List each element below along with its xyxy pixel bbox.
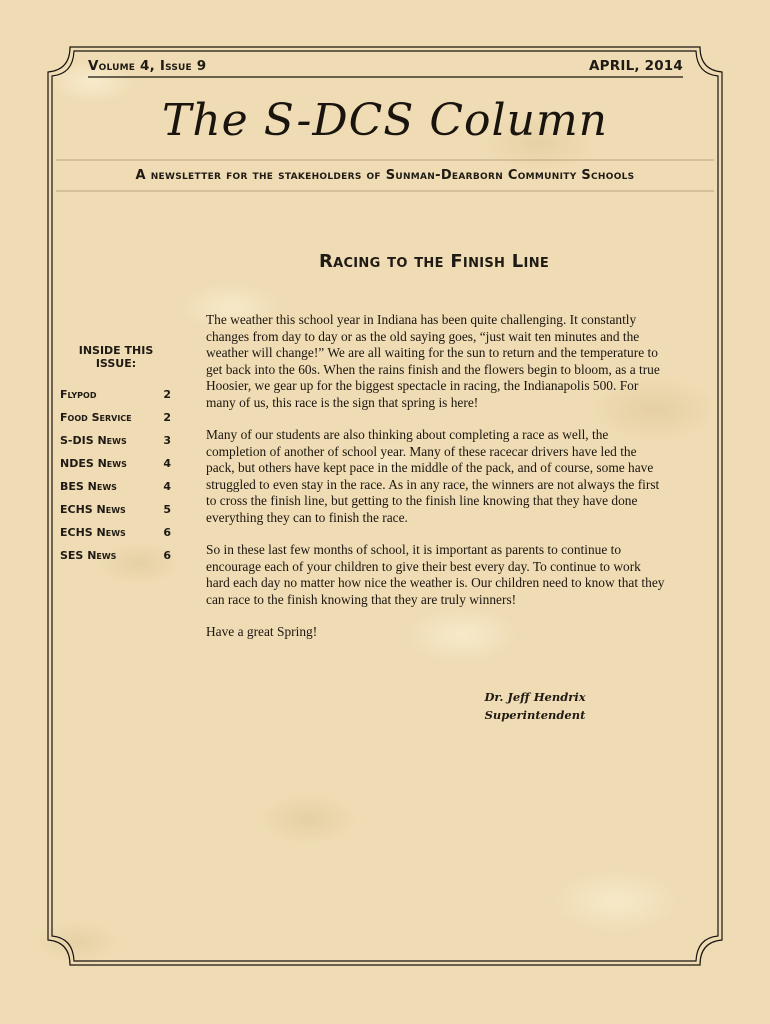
- sidebar-heading-line1: INSIDE THIS: [78, 344, 154, 357]
- toc-page: 2: [163, 388, 171, 401]
- article-body: [206, 312, 666, 657]
- toc-label: ECHS News: [60, 526, 126, 539]
- signature-name: Dr. Jeff Hendrix: [484, 690, 586, 704]
- sidebar-heading: [60, 344, 172, 370]
- signature-block: [460, 688, 610, 724]
- toc-page: 6: [163, 526, 171, 539]
- toc-label: ECHS News: [60, 503, 126, 516]
- toc-label: BES News: [60, 480, 117, 493]
- inside-this-issue: [60, 344, 175, 573]
- toc-item-echs-news[interactable]: [60, 504, 175, 527]
- signature-title: Superintendent: [484, 708, 586, 722]
- toc-item-food-service[interactable]: [60, 412, 175, 435]
- toc-label: Flypod: [60, 388, 97, 401]
- toc-item-echs-news-2[interactable]: [60, 527, 175, 550]
- volume-issue: Volume 4, Issue 9: [88, 58, 207, 74]
- newsletter-tagline: A newsletter for the stakeholders of Sunman-Dearborn Community Schools: [135, 168, 635, 183]
- toc-item-flypod[interactable]: [60, 389, 175, 412]
- newsletter-title: The S-DCS Column: [161, 95, 609, 146]
- toc-label: Food Service: [60, 411, 132, 424]
- toc-page: 4: [163, 480, 171, 493]
- toc-page: 6: [163, 549, 171, 562]
- issue-header: [88, 58, 683, 78]
- toc-item-sdis-news[interactable]: [60, 435, 175, 458]
- toc-page: 3: [163, 434, 171, 447]
- toc-label: S-DIS News: [60, 434, 127, 447]
- toc-label: NDES News: [60, 457, 127, 470]
- toc-item-bes-news[interactable]: [60, 481, 175, 504]
- sidebar-heading-line2: ISSUE:: [95, 357, 137, 370]
- toc-item-ses-news[interactable]: [60, 550, 175, 573]
- toc-label: SES News: [60, 549, 117, 562]
- article-title: Racing to the Finish Line: [318, 251, 550, 272]
- article-paragraph: Have a great Spring!: [206, 624, 318, 639]
- article-paragraph: Many of our students are also thinking about completing a race as well, the completion of another of school year. Many of these racecar drivers have led the pack, but others have kept pace in the middle of the pack, and of course, some have struggled to even stay in the race. As in any race, the winners are not always the first to cross the finish line, but getting to the finish line knowing that they have done everything they can to finish the race.: [206, 427, 660, 525]
- toc-page: 2: [163, 411, 171, 424]
- issue-date: APRIL, 2014: [589, 58, 683, 74]
- toc-item-ndes-news[interactable]: [60, 458, 175, 481]
- toc-page: 4: [163, 457, 171, 470]
- article-paragraph: The weather this school year in Indiana has been quite challenging. It constantly changes from day to day or as the old saying goes, “just wait ten minutes and the weather will change!” We are all waiting for the sun to return and the temperature to get back into the 60s. When the rains finish and the flowers begin to bloom, as a true Hoosier, we gear up for the biggest spectacle in racing, the Indianapolis 500. For many of us, this race is the sign that spring is here!: [206, 312, 660, 410]
- toc-page: 5: [163, 503, 171, 516]
- article-paragraph: So in these last few months of school, it is important as parents to continue to encourage each of your children to give their best every day. To continue to work hard each day no matter how nice the weather is. Our children need to know that they can race to the finish knowing that they are truly winners!: [206, 542, 665, 607]
